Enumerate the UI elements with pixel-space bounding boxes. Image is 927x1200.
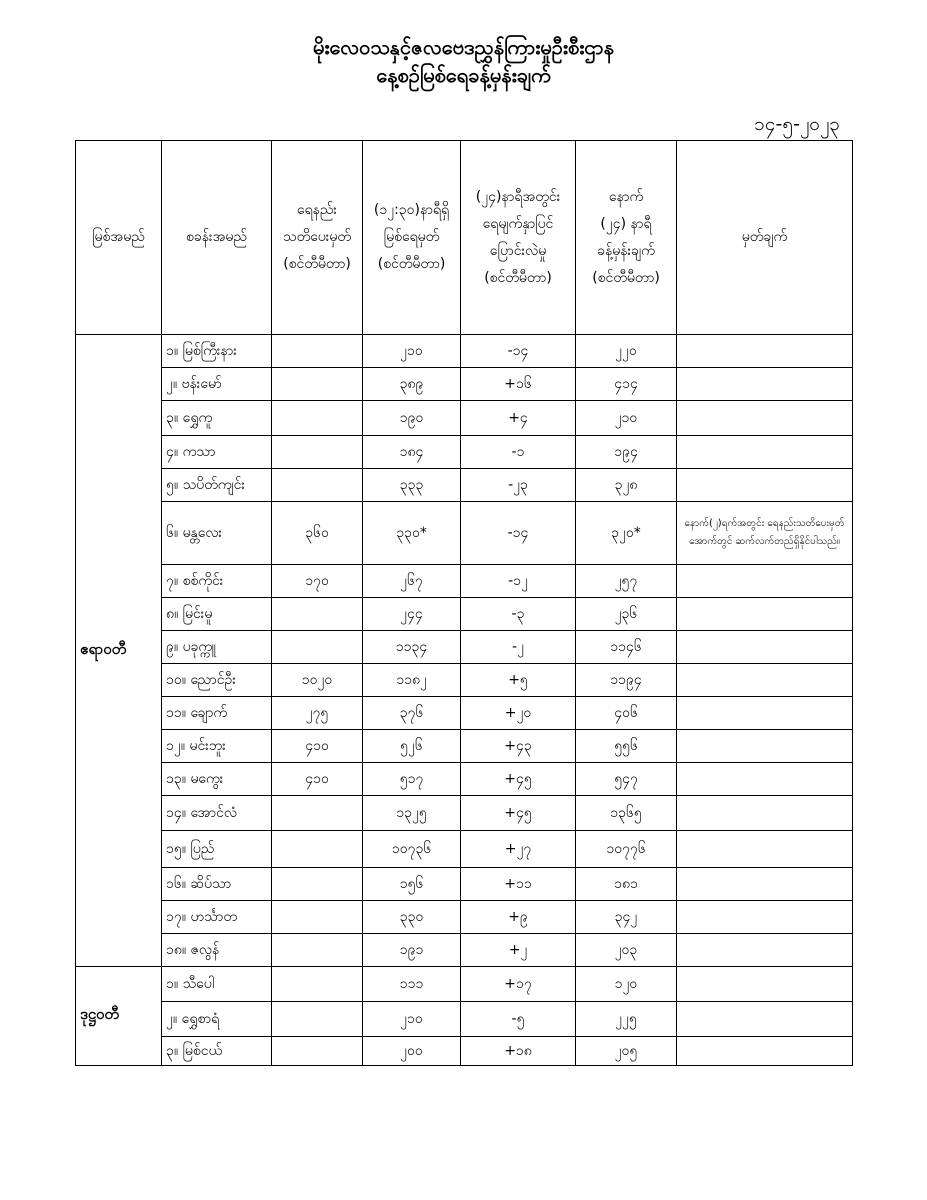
forecast-cell: ၁၁၄၆ [576, 631, 677, 664]
table-row [76, 565, 853, 598]
station-name: ၆။ မန္တလေး [162, 502, 272, 565]
station-name: ၁၂။ မင်းဘူး [162, 730, 272, 763]
forecast-cell: ၁၈၁ [576, 868, 677, 901]
change-cell: +၁၆ [461, 368, 576, 401]
header-remarks: မှတ်ချက် [677, 141, 853, 335]
station-name: ၃။ မြစ်ငယ် [162, 1037, 272, 1066]
danger-level-cell [272, 1037, 363, 1066]
change-cell: -၂၃ [461, 469, 576, 502]
danger-level-cell [272, 831, 363, 868]
danger-level-cell: ၃၆၀ [272, 502, 363, 565]
header-row [76, 141, 853, 335]
remarks-cell: နောက်(၂)ရက်အတွင်း ရေနည်းသတိပေးမှတ်အောက်တွင် ဆက်လက်တည်ရှိနိုင်ပါသည်။ [677, 502, 853, 565]
remarks-cell [677, 934, 853, 967]
table-row [76, 868, 853, 901]
change-cell: +၁၁ [461, 868, 576, 901]
change-cell: +၅ [461, 664, 576, 697]
river-name: ဧရာဝတီ [76, 335, 162, 967]
change-cell: +၄၃ [461, 730, 576, 763]
forecast-cell: ၃၂၀* [576, 502, 677, 565]
remarks-cell [677, 401, 853, 436]
station-name: ၉။ ပခုက္ကူ [162, 631, 272, 664]
station-name: ၁၇။ ဟင်္သာတ [162, 901, 272, 934]
station-name: ၁။ မြစ်ကြီးနား [162, 335, 272, 368]
department-title: မိုးလေဝသနှင့်ဇလဗေဒညွှန်ကြားမှုဦးစီးဌာန [313, 35, 614, 59]
forecast-cell: ၁၃၆၅ [576, 796, 677, 831]
table-row [76, 335, 853, 368]
danger-level-cell [272, 631, 363, 664]
change-cell: +၄၅ [461, 796, 576, 831]
remarks-cell [677, 730, 853, 763]
change-cell: -၁၂ [461, 565, 576, 598]
water-level-cell: ၃၇၆ [363, 697, 461, 730]
forecast-cell: ၃၄၂ [576, 901, 677, 934]
station-name: ၁၆။ ဆိပ်သာ [162, 868, 272, 901]
forecast-cell: ၂၀၃ [576, 934, 677, 967]
water-level-cell: ၂၁၀ [363, 335, 461, 368]
river-forecast-table [75, 140, 853, 1066]
table-row [76, 598, 853, 631]
water-level-cell: ၁၃၂၅ [363, 796, 461, 831]
change-cell: +၄၅ [461, 763, 576, 796]
remarks-cell [677, 664, 853, 697]
forecast-cell: ၁၁၉၄ [576, 664, 677, 697]
table-row [76, 730, 853, 763]
forecast-cell: ၅၅၆ [576, 730, 677, 763]
water-level-cell: ၃၃၀* [363, 502, 461, 565]
header-danger-level: ရေနည်း သတိပေးမှတ် (စင်တီမီတာ) [272, 141, 363, 335]
remarks-cell [677, 598, 853, 631]
remarks-cell [677, 368, 853, 401]
table-row [76, 631, 853, 664]
station-name: ၁၅။ ပြည် [162, 831, 272, 868]
table-row [76, 1002, 853, 1037]
water-level-cell: ၁၀၇၃၆ [363, 831, 461, 868]
remarks-cell [677, 565, 853, 598]
header-current-level: (၁၂:၃၀)နာရီရှိ မြစ်ရေမှတ် (စင်တီမီတာ) [363, 141, 461, 335]
forecast-cell: ၂၁၀ [576, 401, 677, 436]
forecast-cell: ၂၃၆ [576, 598, 677, 631]
station-name: ၂။ ဗန်းမော် [162, 368, 272, 401]
forecast-cell: ၂၀၅ [576, 1037, 677, 1066]
header-change: (၂၄)နာရီအတွင်း ရေမျက်နှာပြင် ပြောင်းလဲမှု (စင်တီမီတာ) [461, 141, 576, 335]
station-name: ၈။ မြင်းမူ [162, 598, 272, 631]
danger-level-cell: ၄၁၀ [272, 730, 363, 763]
change-cell: -၂ [461, 631, 576, 664]
water-level-cell: ၂၀၀ [363, 1037, 461, 1066]
water-level-cell: ၁၅၆ [363, 868, 461, 901]
danger-level-cell [272, 1002, 363, 1037]
header-river: မြစ်အမည် [76, 141, 162, 335]
station-name: ၃။ ရွှေကူ [162, 401, 272, 436]
table-row [76, 763, 853, 796]
water-level-cell: ၅၂၆ [363, 730, 461, 763]
danger-level-cell: ၁၀၂၀ [272, 664, 363, 697]
table-row [76, 1037, 853, 1066]
remarks-cell [677, 901, 853, 934]
change-cell: -၁ [461, 436, 576, 469]
forecast-cell: ၂၂၀ [576, 335, 677, 368]
table-row [76, 967, 853, 1002]
river-name: ဒုဋ္ဌဝတီ [76, 967, 162, 1066]
remarks-cell [677, 1002, 853, 1037]
station-name: ၁၁။ ချောက် [162, 697, 272, 730]
change-cell: +၁၇ [461, 967, 576, 1002]
danger-level-cell [272, 901, 363, 934]
remarks-cell [677, 469, 853, 502]
danger-level-cell [272, 469, 363, 502]
forecast-cell: ၄၀၆ [576, 697, 677, 730]
station-name: ၇။ စစ်ကိုင်း [162, 565, 272, 598]
water-level-cell: ၁၈၄ [363, 436, 461, 469]
danger-level-cell [272, 868, 363, 901]
water-level-cell: ၁၁၃၄ [363, 631, 461, 664]
remarks-cell [677, 697, 853, 730]
station-name: ၁။ သီပေါ [162, 967, 272, 1002]
danger-level-cell [272, 335, 363, 368]
danger-level-cell [272, 401, 363, 436]
water-level-cell: ၁၁၁ [363, 967, 461, 1002]
forecast-cell: ၂၅၇ [576, 565, 677, 598]
remarks-cell [677, 831, 853, 868]
table-row [76, 664, 853, 697]
change-cell: -၅ [461, 1002, 576, 1037]
forecast-cell: ၄၁၄ [576, 368, 677, 401]
table-row [76, 436, 853, 469]
forecast-cell: ၂၂၅ [576, 1002, 677, 1037]
remarks-cell [677, 1037, 853, 1066]
danger-level-cell [272, 598, 363, 631]
station-name: ၄။ ကသာ [162, 436, 272, 469]
change-cell: +၁၈ [461, 1037, 576, 1066]
station-name: ၁၀။ ညောင်ဦး [162, 664, 272, 697]
station-name: ၁၈။ ဇလွန် [162, 934, 272, 967]
forecast-cell: ၁၀၇၇၆ [576, 831, 677, 868]
change-cell: -၃ [461, 598, 576, 631]
danger-level-cell [272, 368, 363, 401]
table-row [76, 469, 853, 502]
water-level-cell: ၂၁၀ [363, 1002, 461, 1037]
header-station: စခန်းအမည် [162, 141, 272, 335]
forecast-cell: ၁၂၀ [576, 967, 677, 1002]
water-level-cell: ၁၉၁ [363, 934, 461, 967]
table-row [76, 901, 853, 934]
remarks-cell [677, 763, 853, 796]
water-level-cell: ၃၈၉ [363, 368, 461, 401]
water-level-cell: ၅၁၇ [363, 763, 461, 796]
report-title: နေ့စဉ်မြစ်ရေခန့်မှန်းချက် [376, 63, 551, 87]
change-cell: +၂၇ [461, 831, 576, 868]
danger-level-cell [272, 967, 363, 1002]
danger-level-cell: ၄၁၀ [272, 763, 363, 796]
water-level-cell: ၁၁၈၂ [363, 664, 461, 697]
water-level-cell: ၂၆၇ [363, 565, 461, 598]
table-row [76, 368, 853, 401]
station-name: ၁၃။ မကွေး [162, 763, 272, 796]
change-cell: -၁၄ [461, 335, 576, 368]
table-row [76, 697, 853, 730]
table-row [76, 401, 853, 436]
change-cell: +၂၀ [461, 697, 576, 730]
change-cell: +၂ [461, 934, 576, 967]
station-name: ၂။ ရွှေစာရံ [162, 1002, 272, 1037]
water-level-cell: ၃၃၃ [363, 469, 461, 502]
remarks-cell [677, 796, 853, 831]
station-name: ၁၄။ အောင်လံ [162, 796, 272, 831]
remarks-cell [677, 868, 853, 901]
remarks-cell [677, 436, 853, 469]
water-level-cell: ၁၉၀ [363, 401, 461, 436]
change-cell: +၄ [461, 401, 576, 436]
forecast-cell: ၃၂၈ [576, 469, 677, 502]
table-row [76, 831, 853, 868]
danger-level-cell: ၁၇၀ [272, 565, 363, 598]
forecast-cell: ၅၄၇ [576, 763, 677, 796]
remarks-cell [677, 631, 853, 664]
water-level-cell: ၃၃၀ [363, 901, 461, 934]
station-name: ၅။ သပိတ်ကျင်း [162, 469, 272, 502]
table-row [76, 934, 853, 967]
forecast-cell: ၁၉၄ [576, 436, 677, 469]
table-row [76, 502, 853, 565]
change-cell: -၁၄ [461, 502, 576, 565]
remarks-cell [677, 967, 853, 1002]
report-date: ၁၄-၅-၂၀၂၃ [754, 113, 840, 135]
header-forecast: နောက် (၂၄) နာရီ ခန့်မှန်းချက် (စင်တီမီတာ) [576, 141, 677, 335]
change-cell: +၉ [461, 901, 576, 934]
danger-level-cell [272, 796, 363, 831]
table-row [76, 796, 853, 831]
remarks-cell [677, 335, 853, 368]
danger-level-cell [272, 436, 363, 469]
danger-level-cell: ၂၇၅ [272, 697, 363, 730]
danger-level-cell [272, 934, 363, 967]
water-level-cell: ၂၄၄ [363, 598, 461, 631]
